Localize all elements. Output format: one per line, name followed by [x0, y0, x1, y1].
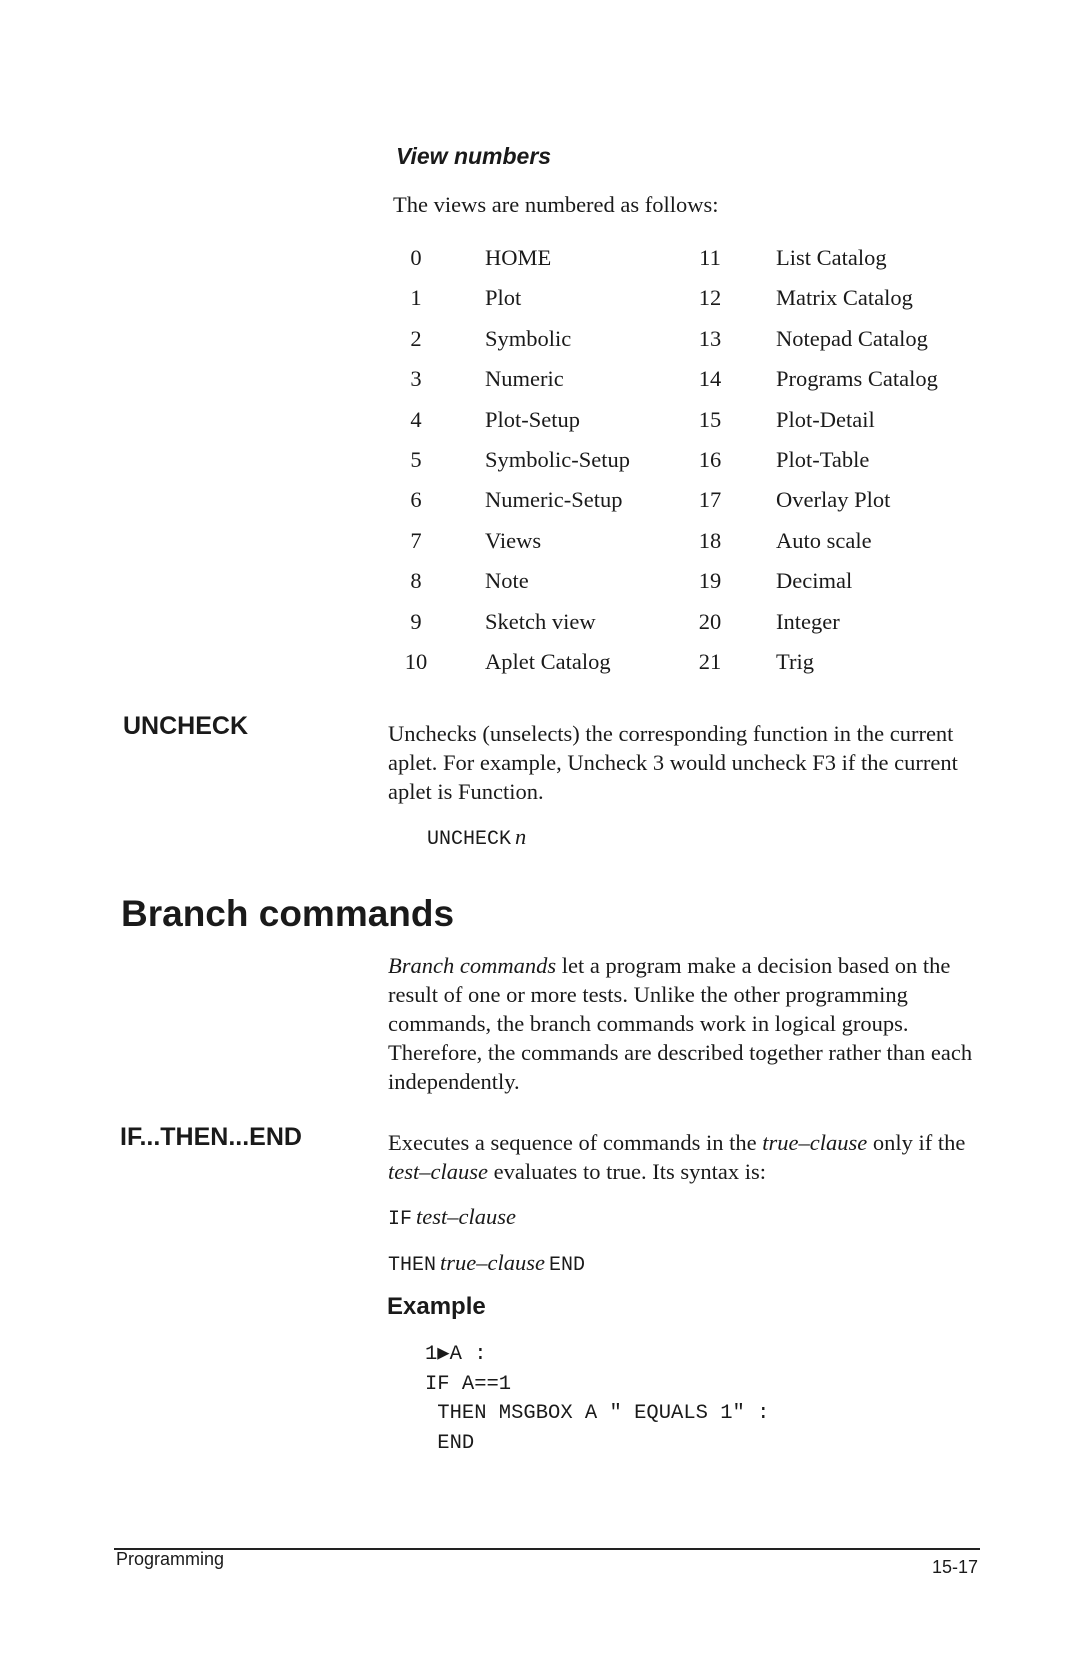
syntax-command: IF — [388, 1208, 413, 1231]
syntax-command: UNCHECK — [427, 828, 512, 851]
view-number: 18 — [698, 527, 722, 553]
code-line: THEN MSGBOX A " EQUALS 1" : — [425, 1402, 770, 1425]
syntax-line-if — [388, 1204, 516, 1231]
view-number: 14 — [698, 366, 722, 392]
text: Executes a sequence of commands in the — [388, 1130, 763, 1155]
code-line: END — [425, 1431, 475, 1455]
view-name: Decimal — [776, 568, 853, 594]
view-name: Trig — [776, 649, 814, 674]
view-name: Plot-Setup — [485, 406, 581, 432]
view-name: Views — [485, 527, 542, 553]
syntax-line-then — [388, 1250, 585, 1277]
view-number: 9 — [410, 608, 422, 634]
example-code — [425, 1340, 769, 1458]
view-name: Numeric — [485, 366, 564, 392]
view-name: Notepad Catalog — [776, 325, 928, 351]
view-number: 1 — [410, 285, 422, 311]
view-number: 2 — [410, 325, 422, 351]
view-number: 8 — [410, 568, 422, 594]
footer-section: Programming — [116, 1549, 225, 1569]
view-number: 21 — [698, 649, 722, 674]
view-number: 19 — [698, 568, 722, 594]
command-heading-if-then-end: IF...THEN...END — [120, 1123, 302, 1151]
view-name: Integer — [776, 608, 840, 634]
view-number: 20 — [698, 608, 722, 634]
view-name: Plot-Detail — [776, 406, 875, 432]
view-number: 7 — [410, 527, 422, 553]
view-number: 5 — [410, 447, 422, 472]
view-number: 13 — [698, 325, 722, 351]
view-number: 15 — [698, 406, 722, 432]
view-number: 6 — [410, 487, 422, 513]
view-number: 11 — [699, 245, 721, 270]
uncheck-description: Unchecks (unselects) the corresponding function in the current aplet. For example, Uncheck 3 would uncheck F3 if the current aplet is Function. — [388, 721, 958, 804]
syntax-argument: n — [515, 824, 527, 849]
command-heading-uncheck: UNCHECK — [123, 712, 248, 740]
if-then-description — [388, 1128, 988, 1186]
view-number: 17 — [698, 487, 722, 513]
view-name: Numeric-Setup — [485, 487, 623, 513]
view-name: Note — [485, 568, 529, 594]
view-name: Sketch view — [485, 608, 596, 634]
branch-intro-text: let a program make a decision based on the result of one or more tests. Unlike the other programming commands, the branch commands work in logical groups. Therefore, the commands are described together rather than each independently. — [388, 953, 973, 1094]
branch-intro — [388, 951, 988, 1096]
view-name: Plot — [485, 285, 522, 311]
view-number: 4 — [410, 406, 422, 432]
view-number: 12 — [698, 285, 722, 311]
view-name: Symbolic — [485, 325, 572, 351]
uncheck-syntax — [427, 824, 526, 851]
syntax-argument: test–clause — [416, 1204, 516, 1229]
footer-rule — [114, 1548, 980, 1550]
term: true–clause — [762, 1130, 868, 1155]
view-name: Auto scale — [776, 527, 872, 553]
code-line: IF A==1 — [425, 1372, 512, 1396]
view-name: Overlay Plot — [776, 487, 891, 513]
syntax-argument: true–clause — [440, 1250, 545, 1275]
view-number: 10 — [404, 649, 428, 674]
text: only if the — [867, 1130, 966, 1155]
view-numbers-intro: The views are numbered as follows: — [393, 192, 719, 217]
view-name: List Catalog — [776, 245, 887, 270]
view-name: Plot-Table — [776, 447, 870, 472]
section-heading-view-numbers: View numbers — [396, 143, 552, 169]
view-number: 3 — [410, 366, 422, 392]
syntax-command: END — [549, 1254, 586, 1277]
view-name: Aplet Catalog — [485, 649, 611, 674]
text: evaluates to true. Its syntax is: — [487, 1159, 767, 1184]
page-number: 15-17 — [931, 1557, 978, 1577]
view-name: Symbolic-Setup — [485, 447, 630, 472]
view-name: HOME — [485, 245, 552, 270]
view-number: 16 — [698, 447, 722, 472]
section-title-branch-commands: Branch commands — [121, 893, 455, 934]
branch-intro-term: Branch commands — [388, 953, 557, 978]
code-line: 1▶A : — [425, 1343, 487, 1366]
example-heading: Example — [387, 1293, 486, 1320]
view-number: 0 — [410, 245, 422, 270]
term: test–clause — [388, 1159, 488, 1184]
syntax-command: THEN — [388, 1254, 437, 1277]
view-name: Matrix Catalog — [776, 285, 913, 311]
view-name: Programs Catalog — [776, 366, 938, 392]
